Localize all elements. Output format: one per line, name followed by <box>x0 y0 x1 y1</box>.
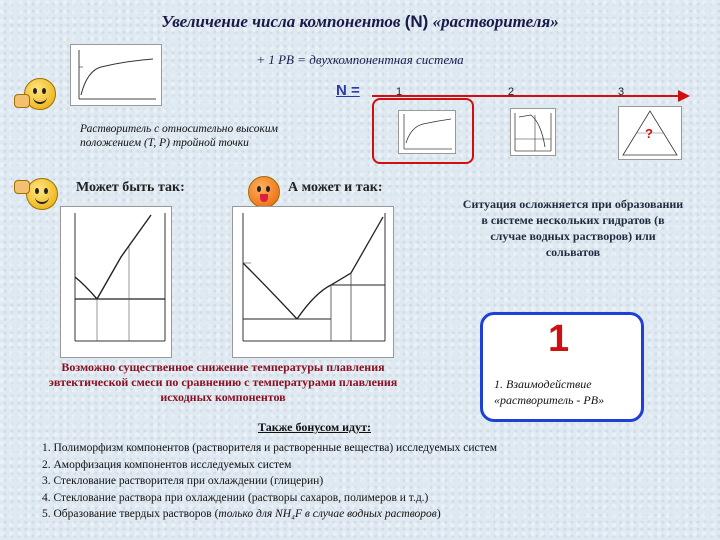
hand-icon <box>14 94 30 108</box>
n2-phase-plot <box>510 108 556 156</box>
bonus-list <box>42 440 682 523</box>
or-like-this-label: А может и так: <box>288 180 383 195</box>
page-title <box>0 12 720 32</box>
thumb-icon <box>14 180 30 194</box>
list-item: 5. Образование твердых растворов (только для NH₄F в случае водных растворов) <box>42 508 441 520</box>
list-item: 3. Стеклование растворителя при охлаждении (глицерин) <box>42 475 324 487</box>
axis-tick-3: 3 <box>618 86 625 98</box>
situation-text: Ситуация осложняется при образовании в системе нескольких гидратов (в случае водных растворов) или сольватов <box>462 197 684 259</box>
tongue-smiley-icon <box>248 176 280 208</box>
axis-tick-2: 2 <box>508 86 515 98</box>
list-item: 1. Полиморфизм компонентов (растворителя и растворенные вещества) исследуемых систем <box>42 442 498 454</box>
list-item: 4. Стеклование раствора при охлаждении (растворы сахаров, полимеров и т.д.) <box>42 491 429 504</box>
title-n: (N) <box>404 12 429 31</box>
n-axis-label: N = <box>336 82 360 99</box>
list-item: 2. Аморфизация компонентов исследуемых систем <box>42 458 292 471</box>
page-subtitle: + 1 РВ = двухкомпонентная система <box>256 52 464 67</box>
thumbs-up-smiley-icon <box>26 178 58 210</box>
question-mark: ? <box>645 126 653 141</box>
maybe-like-this-label: Может быть так: <box>76 180 185 195</box>
title-prefix: Увеличение числа компонентов <box>161 12 405 31</box>
interaction-text: 1. Взаимодействие «растворитель - РВ» <box>494 377 605 407</box>
solvent-note: Растворитель с относительно высоким положением (T, P) тройной точки <box>80 123 278 149</box>
bonus-title: Также бонусом идут: <box>258 420 372 434</box>
axis-tick-1: 1 <box>396 86 403 98</box>
title-suffix: «растворителя» <box>428 12 559 31</box>
eutectic-diagram-a <box>60 206 172 358</box>
n1-phase-plot <box>398 110 456 154</box>
big-number: 1 <box>548 318 570 360</box>
eutectic-diagram-b <box>232 206 394 358</box>
possible-decrease-text: Возможно существенное снижение температуры плавления эвтектической смеси по сравнению с температурами плавления исходных компонентов <box>48 360 398 404</box>
